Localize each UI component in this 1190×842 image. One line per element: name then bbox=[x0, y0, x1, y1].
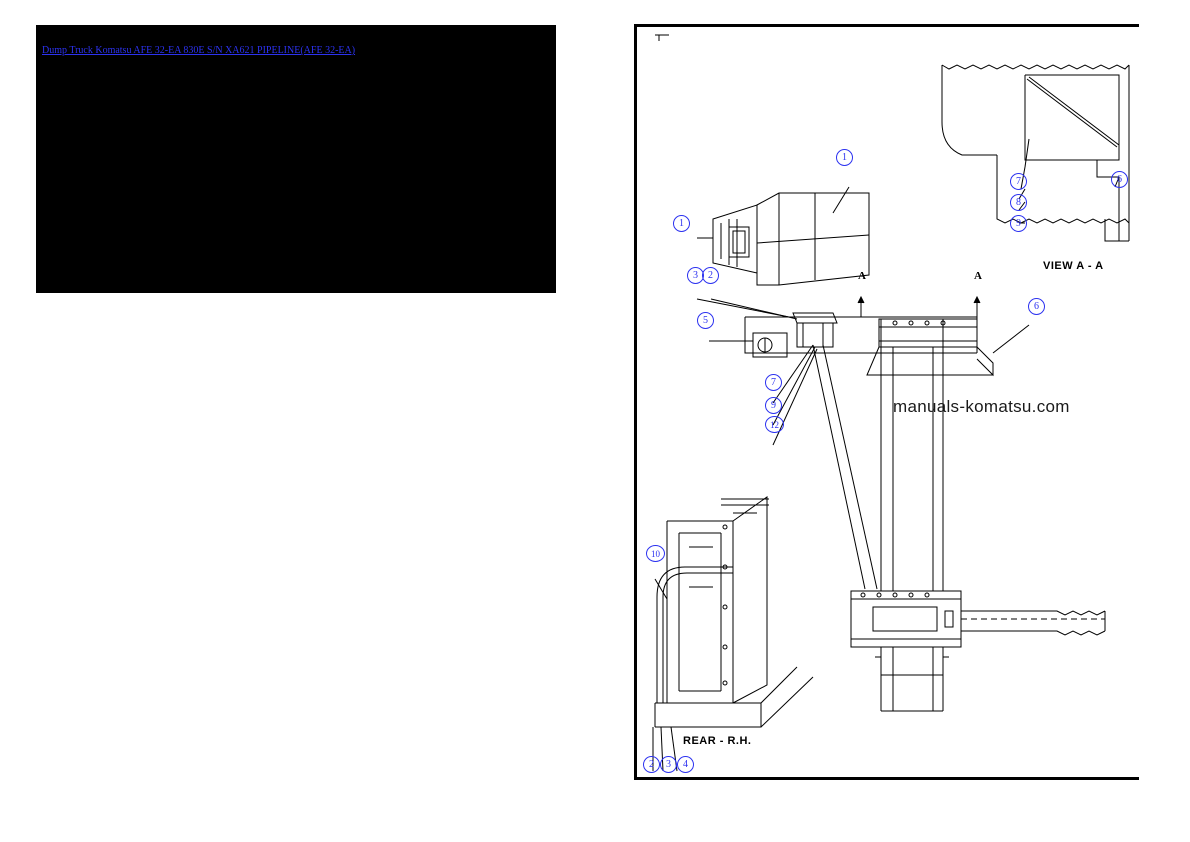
callout-2-lower[interactable]: 2 bbox=[643, 756, 660, 773]
watermark-text: manuals-komatsu.com bbox=[893, 397, 1070, 416]
rear-rh-label: REAR - R.H. bbox=[683, 735, 752, 747]
technical-drawing-panel bbox=[634, 24, 1139, 780]
document-preview-panel bbox=[36, 25, 556, 293]
callout-8-view[interactable]: 8 bbox=[1010, 194, 1027, 211]
callout-6-view[interactable]: 6 bbox=[1111, 171, 1128, 188]
callout-5[interactable]: 5 bbox=[697, 312, 714, 329]
callout-3-upper[interactable]: 3 bbox=[687, 267, 704, 284]
callout-4-lower[interactable]: 4 bbox=[677, 756, 694, 773]
callout-6-right[interactable]: 6 bbox=[1028, 298, 1045, 315]
callout-1-left[interactable]: 1 bbox=[673, 215, 690, 232]
document-title-link[interactable]: Dump Truck Komatsu AFE 32-EA 830E S/N XA621 PIPELINE(AFE 32-EA) bbox=[42, 45, 356, 56]
callout-7-left[interactable]: 7 bbox=[765, 374, 782, 391]
callout-2-upper[interactable]: 2 bbox=[702, 267, 719, 284]
section-letter-a-right: A bbox=[974, 270, 982, 282]
callout-7-view[interactable]: 7 bbox=[1010, 173, 1027, 190]
view-aa-label: VIEW A - A bbox=[1043, 260, 1104, 272]
callout-1-upper[interactable]: 1 bbox=[836, 149, 853, 166]
section-letter-a-left: A bbox=[858, 270, 866, 282]
callout-10[interactable]: 10 bbox=[646, 545, 665, 562]
callout-3-lower[interactable]: 3 bbox=[660, 756, 677, 773]
callout-12[interactable]: 12 bbox=[765, 416, 784, 433]
callout-9-view[interactable]: 9 bbox=[1010, 215, 1027, 232]
callout-9-left[interactable]: 9 bbox=[765, 397, 782, 414]
